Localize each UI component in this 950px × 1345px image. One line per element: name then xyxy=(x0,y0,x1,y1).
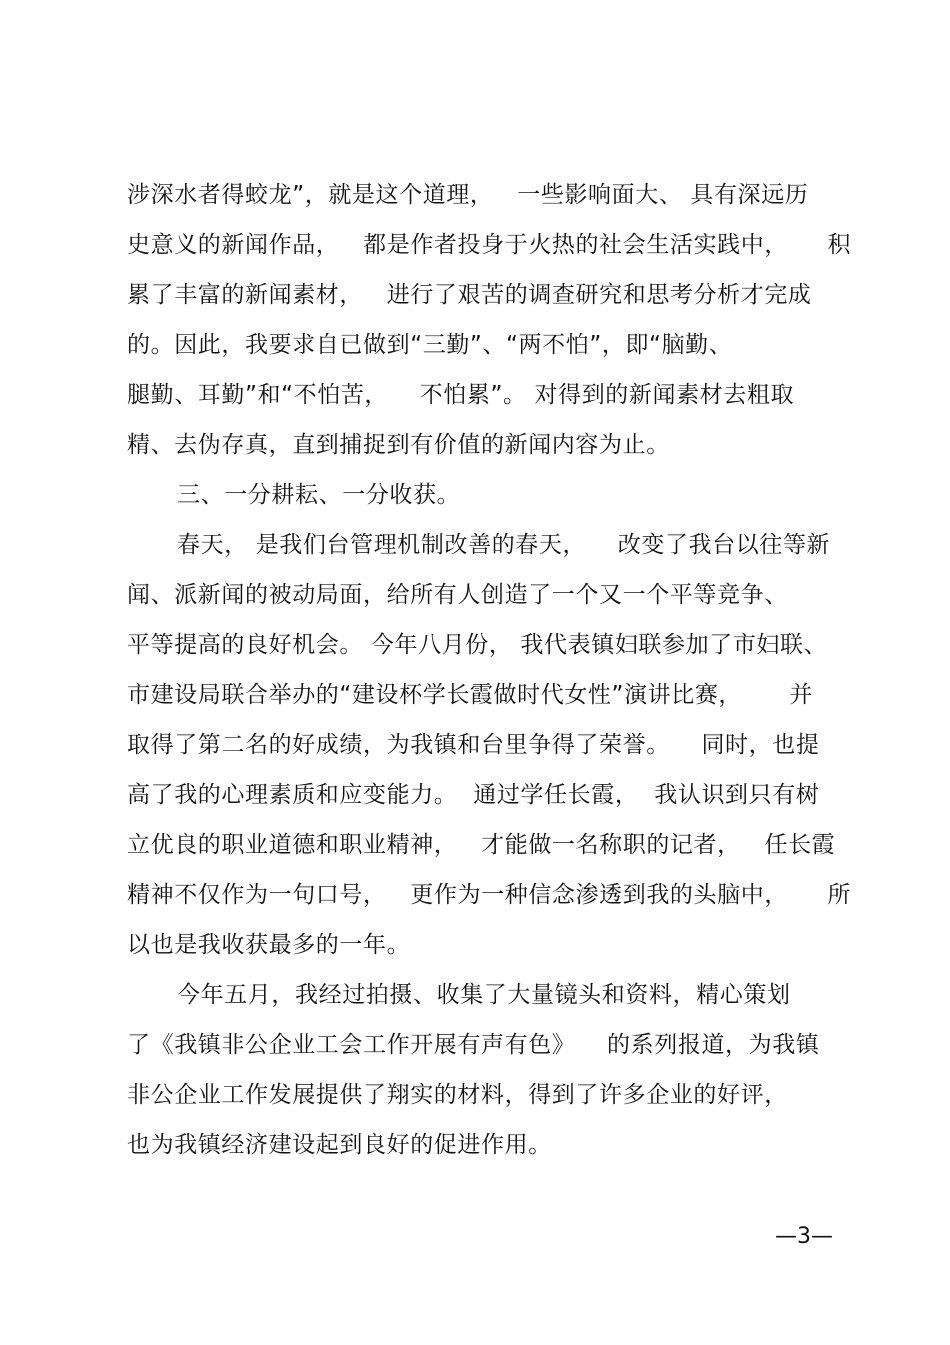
paragraph-line: 史意义的新闻作品， 都是作者投身于火热的社会生活实践中， 积 xyxy=(127,232,852,258)
paragraph-line: 累了丰富的新闻素材， 进行了艰苦的调查研究和思考分析才完成 xyxy=(127,282,812,308)
paragraph-line: 了《我镇非公企业工会工作开展有声有色》 的系列报道，为我镇 xyxy=(127,1032,820,1058)
paragraph-line: 腿勤、耳勤”和“不怕苦， 不怕累”。 对得到的新闻素材去粗取 xyxy=(127,382,795,408)
paragraph-line: 高了我的心理素质和应变能力。 通过学任长霞， 我认识到只有树 xyxy=(127,782,820,808)
paragraph-line: 以也是我收获最多的一年。 xyxy=(127,932,411,958)
paragraph-line: 精、去伪存真，直到捕捉到有价值的新闻内容为止。 xyxy=(127,432,670,458)
paragraph-line: 非公企业工作发展提供了翔实的材料，得到了许多企业的好评， xyxy=(127,1082,788,1108)
page-number: —3— xyxy=(775,1224,833,1249)
paragraph-line: 涉深水者得蛟龙”，就是这个道理， 一些影响面大、 具有深远历 xyxy=(127,182,809,208)
paragraph-line: 春天， 是我们台管理机制改善的春天， 改变了我台以往等新 xyxy=(177,532,831,558)
paragraph-line: 精神不仅作为一句口号， 更作为一种信念渗透到我的头脑中， 所 xyxy=(127,882,852,908)
paragraph-line: 闻、派新闻的被动局面，给所有人创造了一个又一个平等竞争、 xyxy=(127,582,788,608)
paragraph-line: 取得了第二名的好成绩，为我镇和台里争得了荣誉。 同时，也提 xyxy=(127,732,820,758)
section-heading: 三、一分耕耘、一分收获。 xyxy=(177,482,461,508)
paragraph-line: 也为我镇经济建设起到良好的促进作用。 xyxy=(127,1132,552,1158)
paragraph-line: 的。因此，我要求自已做到“三勤”、“两不怕”，即“脑勤、 xyxy=(127,332,733,358)
paragraph-line: 立优良的职业道德和职业精神， 才能做一名称职的记者， 任长霞 xyxy=(127,832,836,858)
paragraph-line: 今年五月，我经过拍摄、收集了大量镜头和资料，精心策划 xyxy=(177,982,791,1008)
paragraph-line: 市建设局联合举办的“建设杯学长霞做时代女性”演讲比赛， 并 xyxy=(127,682,814,708)
paragraph-line: 平等提高的良好机会。 今年八月份， 我代表镇妇联参加了市妇联、 xyxy=(127,632,828,658)
